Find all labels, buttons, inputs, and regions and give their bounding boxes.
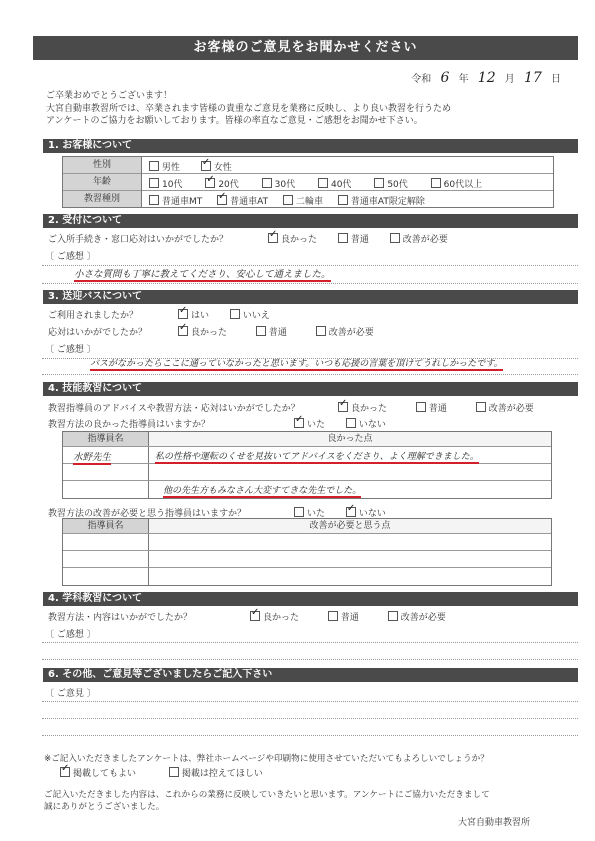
type-options: 普通車MT ✓ 普通車AT 二輪車 普通車AT限定解除 — [149, 194, 425, 207]
skill-advice-options: ✓ 良かった 普通 改善が必要 — [338, 401, 534, 414]
skill-advice-good-checkbox[interactable] — [338, 402, 348, 412]
section-5-header: 4. 学科教習について — [43, 592, 578, 606]
bad-instructor-options: いた ✓ いない — [294, 506, 404, 519]
reception-comment-label: 〔 ご感想 〕 — [45, 252, 96, 262]
reception-options: ✓ 良かった 普通 改善が必要 — [268, 232, 466, 245]
reception-question: ご入所手続き・窓口応対はいかがでしたか？ — [48, 235, 229, 245]
good-instructor-name[interactable]: 水野先生 — [73, 449, 111, 465]
age-options: 10代 ✓ 20代 30代 40代 50代 60代以上 — [149, 177, 482, 190]
section-6-header: 6. その他、ご意見等ございましたらご記入下さい — [43, 668, 578, 682]
consent-question: ※ご記入いただきましたアンケートは、弊社ホームページや印刷物に使用させていただいてもよろしいでしょうか？ — [44, 754, 489, 764]
gender-label: 性別 — [63, 157, 141, 173]
consent-options: ✓掲載してもよい 掲載は控えてほしい — [60, 766, 281, 779]
good-instructor-question: 教習方法の良かった指導員はいますか？ — [48, 420, 211, 430]
bus-use-yes-checkbox[interactable] — [178, 309, 188, 319]
good-point-1[interactable]: 私の性格や運転のくせを見抜いてアドバイスをくださり、よく理解できました。 — [155, 449, 479, 464]
reception-good-checkbox[interactable] — [268, 233, 278, 243]
bad-col-points: 改善が必要と思う点 — [149, 519, 551, 533]
bad-instructor-table — [62, 518, 552, 586]
customer-info-table — [62, 156, 554, 208]
type-at-release-checkbox[interactable] — [338, 195, 348, 205]
good-col-points: 良かった点 — [149, 432, 551, 446]
academic-improve-checkbox[interactable] — [388, 611, 398, 621]
date-era: 令和 — [411, 74, 432, 85]
type-at-checkbox[interactable] — [217, 195, 227, 205]
bad-col-instructor: 指導員名 — [63, 519, 148, 533]
skill-advice-question: 教習指導員のアドバイスや教習方法・応対はいかがでしたか？ — [48, 404, 300, 414]
age-50s-checkbox[interactable] — [374, 178, 384, 188]
age-label: 年齢 — [63, 174, 141, 190]
bus-service-options: ✓ 良かった 普通 改善が必要 — [178, 325, 392, 338]
academic-question: 教習方法・内容はいかがでしたか？ — [48, 613, 193, 623]
type-motorcycle-checkbox[interactable] — [283, 195, 293, 205]
bad-instructor-yes-checkbox[interactable] — [294, 507, 304, 517]
section-3-header: 3. 送迎バスについて — [43, 290, 578, 304]
gender-options: 男性 ✓ 女性 — [149, 160, 250, 173]
academic-comment-label: 〔 ご感想 〕 — [45, 630, 96, 640]
form-title: お客様のご意見をお聞かせください — [33, 36, 578, 60]
bus-service-normal-checkbox[interactable] — [256, 326, 266, 336]
consent-no-checkbox[interactable] — [169, 767, 179, 777]
date-year[interactable]: 6 — [440, 70, 450, 86]
academic-options: ✓ 良かった 普通 改善が必要 — [250, 610, 464, 623]
consent-yes-checkbox[interactable] — [60, 767, 70, 777]
thanks-text: ご記入いただきました内容は、これからの業務に反映していきたいと思います。アンケートにご協力いただきまして 誠にありがとうございました。 — [44, 790, 490, 812]
date-year-unit: 年 — [458, 74, 469, 85]
school-name: 大宮自動車教習所 — [458, 818, 531, 828]
reception-normal-checkbox[interactable] — [338, 233, 348, 243]
date-day-unit: 日 — [551, 74, 561, 85]
age-20s-checkbox[interactable] — [205, 178, 215, 188]
intro-text: ご卒業おめでとうございます！ 大宮自動車教習所では、卒業されます皆様の貴重なご意見を業務に反映し、より良い教習を行うため アンケートのご協力をお願いしております。皆様の率直なご意見・ご感想をお聞かせ下さい。 — [46, 91, 452, 126]
age-60s-checkbox[interactable] — [431, 178, 441, 188]
good-instructor-table — [62, 431, 552, 499]
bus-comment[interactable]: バスがなかったらここに通っていなかったと思います。いつも応援の言葉を頂けてうれしかったです。 — [90, 356, 503, 371]
bus-use-options: ✓ はい いいえ — [178, 308, 288, 321]
date-month[interactable]: 12 — [477, 70, 496, 86]
bus-service-improve-checkbox[interactable] — [316, 326, 326, 336]
good-col-instructor: 指導員名 — [63, 432, 148, 446]
reception-improve-checkbox[interactable] — [390, 233, 400, 243]
section-4-header: 4. 技能教習について — [43, 382, 578, 396]
date-month-unit: 月 — [504, 74, 515, 85]
bad-instructor-question: 教習方法の改善が必要と思う指導員はいますか？ — [48, 509, 247, 519]
bus-service-question: 応対はいかがでしたか？ — [48, 328, 148, 338]
bus-service-good-checkbox[interactable] — [178, 326, 188, 336]
age-40s-checkbox[interactable] — [318, 178, 328, 188]
date-day[interactable]: 17 — [523, 70, 542, 86]
age-10s-checkbox[interactable] — [149, 178, 159, 188]
good-instructor-yes-checkbox[interactable] — [294, 418, 304, 428]
gender-male-checkbox[interactable] — [149, 161, 159, 171]
academic-normal-checkbox[interactable] — [328, 611, 338, 621]
good-point-2[interactable]: 他の先生方もみなさん大変すてきな先生でした。 — [163, 483, 361, 498]
skill-advice-normal-checkbox[interactable] — [416, 402, 426, 412]
good-instructor-no-checkbox[interactable] — [346, 418, 356, 428]
bus-comment-label: 〔 ご感想 〕 — [45, 345, 96, 355]
other-comment-label: 〔 ご意見 〕 — [45, 689, 96, 699]
section-1-header: 1. お客様について — [43, 139, 578, 153]
section-2-header: 2. 受付について — [43, 214, 578, 228]
bus-use-no-checkbox[interactable] — [230, 309, 240, 319]
skill-advice-improve-checkbox[interactable] — [476, 402, 486, 412]
bad-instructor-no-checkbox[interactable] — [346, 507, 356, 517]
gender-female-checkbox[interactable] — [201, 161, 211, 171]
type-label: 教習種別 — [63, 191, 141, 207]
date-line — [411, 70, 561, 86]
type-mt-checkbox[interactable] — [149, 195, 159, 205]
age-30s-checkbox[interactable] — [262, 178, 272, 188]
academic-good-checkbox[interactable] — [250, 611, 260, 621]
reception-comment[interactable]: 小さな質問も丁寧に教えてくださり、安心して通えました。 — [74, 266, 331, 282]
bus-use-question: ご利用されましたか？ — [48, 311, 139, 321]
good-instructor-options: ✓ いた いない — [294, 417, 404, 430]
